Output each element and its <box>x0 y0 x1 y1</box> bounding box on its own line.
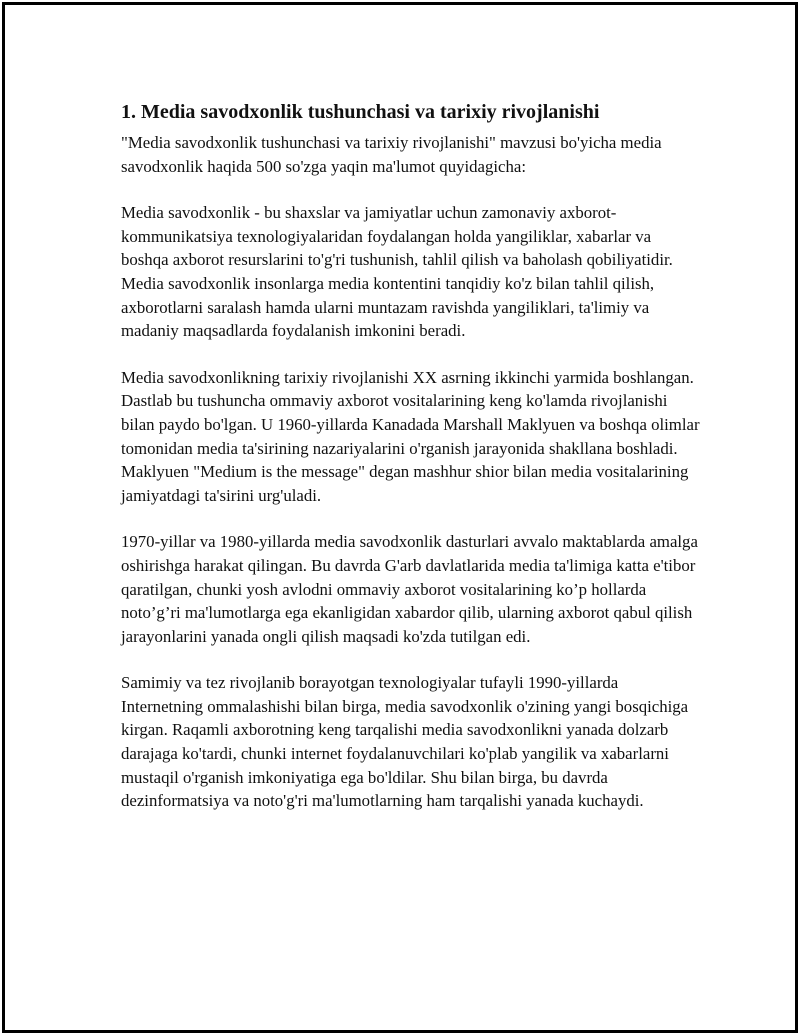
paragraph-1970s-1980s: 1970-yillar va 1980-yillarda media savodxonlik dasturlari avvalo maktablarda amalga oshirishga harakat qilingan. Bu davrda G'arb davlatlarida media ta'limiga katta e'tibor qaratilgan, chunki yosh avlodni ommaviy axborot vositalarining ko’p hollarda noto’g’ri ma'lumotlarga ega ekanligidan xabardor qilib, ularning axborot qabul qilish jarayonlarini yanada ongli qilish maqsadi ko'zda tutilgan edi. <box>121 532 698 646</box>
paragraph-intro: "Media savodxonlik tushunchasi va tarixiy rivojlanishi" mavzusi bo'yicha media savodxonlik haqida 500 so'zga yaqin ma'lumot quyidagicha: <box>121 133 662 176</box>
paragraph-1990s-internet: Samimiy va tez rivojlanib borayotgan texnologiyalar tufayli 1990-yillarda Internetning ommalashishi bilan birga, media savodxonlik o'zining yangi bosqichiga kirgan. Raqamli axborotning keng tarqalishi media savodxonlikni yanada dolzarb darajaga ko'tardi, chunki internet foydalanuvchilari ko'plab yangilik va xabarlarni mustaqil o'rganish imkoniyatiga ega bo'ldilar. Shu bilan birga, bu davrda dezinformatsiya va noto'g'ri ma'lumotlarning ham tarqalishi yanada kuchaydi. <box>121 673 689 811</box>
paragraph-definition: Media savodxonlik - bu shaxslar va jamiyatlar uchun zamonaviy axborot-kommunikatsiya texnologiyalaridan foydalangan holda yangiliklar, xabarlar va boshqa axborot resurslarini to'g'ri tushunish, tahlil qilish va baholash qobiliyatidir. Media savodxonlik insonlarga media kontentini tanqidiy ko'z bilan tahlil qilish, axborotlarni saralash hamda ularni muntazam ravishda yangiliklari, ta'limiy va madaniy maqsadlarda foydalanish imkonini beradi. <box>121 203 673 341</box>
paragraph-history-origins: Media savodxonlikning tarixiy rivojlanishi XX asrning ikkinchi yarmida boshlangan. Dastlab bu tushuncha ommaviy axborot vositalarining keng ko'lamda rivojlanishi bilan paydo bo'lgan. U 1960-yillarda Kanadada Marshall Maklyuen va boshqa olimlar tomonidan media ta'sirining nazariyalarini o'rganish jarayonida shakllana boshladi. Maklyuen "Medium is the message" degan mashhur shior bilan media vositalarining jamiyatdagi ta'sirini urg'uladi. <box>121 367 700 505</box>
document-body <box>121 99 701 836</box>
document-title: 1. Media savodxonlik tushunchasi va tarixiy rivojlanishi <box>121 101 600 123</box>
page-frame <box>2 2 798 1033</box>
